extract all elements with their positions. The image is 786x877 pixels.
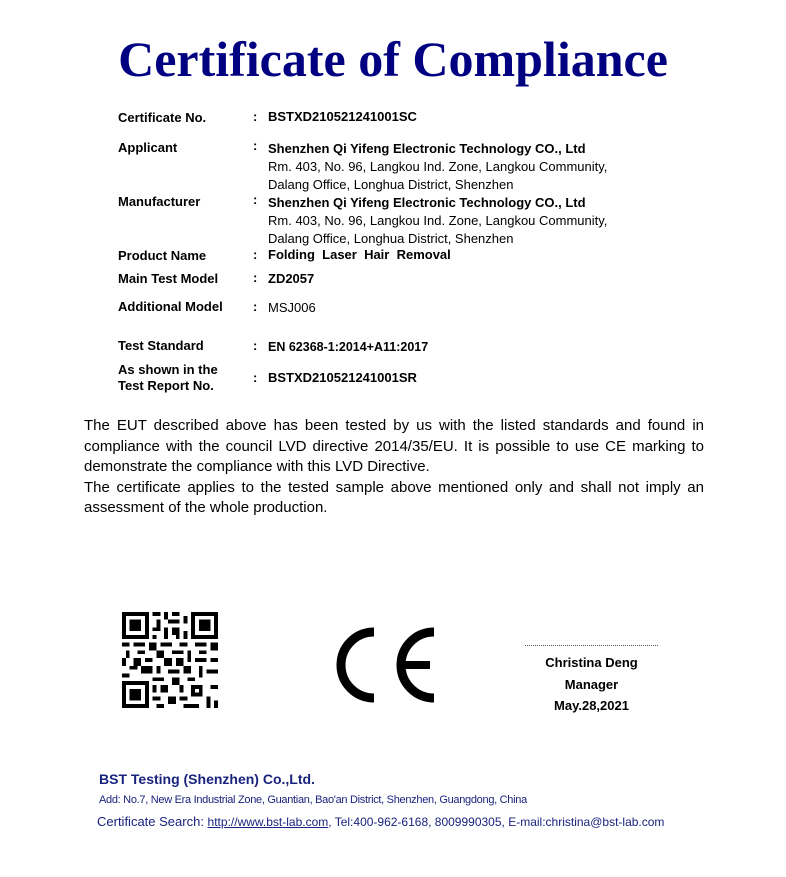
footer-search-line bbox=[97, 814, 664, 829]
qr-code-icon[interactable] bbox=[122, 612, 218, 708]
test-report-label-2: Test Report No. bbox=[118, 378, 214, 393]
main-test-model-label: Main Test Model bbox=[118, 271, 219, 286]
applicant-value bbox=[268, 140, 607, 194]
colon: : bbox=[253, 247, 258, 262]
manufacturer-value bbox=[268, 194, 607, 248]
statement-paragraph-2: The certificate applies to the tested sample above mentioned only and shall not imply an assessment of the whole production. bbox=[84, 478, 704, 516]
page-title: Certificate of Compliance bbox=[118, 31, 668, 87]
colon: : bbox=[253, 370, 258, 385]
applicant-name: Shenzhen Qi Yifeng Electronic Technology CO., Ltd bbox=[268, 141, 586, 156]
website-link[interactable]: http://www.bst-lab.com bbox=[207, 815, 329, 829]
manufacturer-name: Shenzhen Qi Yifeng Electronic Technology CO., Ltd bbox=[268, 195, 586, 210]
test-report-label-1: As shown in the bbox=[118, 362, 218, 377]
colon: : bbox=[253, 299, 258, 314]
colon: : bbox=[253, 138, 258, 153]
test-report-label bbox=[118, 362, 253, 394]
test-report-value: BSTXD210521241001SR bbox=[268, 370, 417, 385]
signature-line bbox=[525, 645, 658, 646]
footer-contact: , Tel:400-962-6168, 8009990305, E-mail:christina@bst-lab.com bbox=[328, 815, 665, 829]
colon: : bbox=[253, 109, 258, 124]
colon: : bbox=[253, 270, 258, 285]
compliance-statement bbox=[84, 416, 704, 519]
footer-company: BST Testing (Shenzhen) Co.,Ltd. bbox=[99, 771, 315, 787]
applicant-address-1: Rm. 403, No. 96, Langkou Ind. Zone, Langkou Community, bbox=[268, 159, 608, 174]
applicant-label: Applicant bbox=[118, 140, 178, 155]
statement-paragraph-1: The EUT described above has been tested by us with the listed standards and found in compliance with the council LVD directive 2014/35/EU. It is possible to use CE marking to demonstrate the compliance with this LVD Directive. bbox=[84, 417, 704, 475]
certificate-no-label: Certificate No. bbox=[118, 110, 207, 125]
main-test-model-value: ZD2057 bbox=[268, 271, 315, 286]
product-name-value: Folding Laser Hair Removal bbox=[268, 247, 451, 262]
certificate-search-label: Certificate Search: bbox=[97, 814, 208, 829]
additional-model-label: Additional Model bbox=[118, 299, 223, 314]
manufacturer-address-1: Rm. 403, No. 96, Langkou Ind. Zone, Langkou Community, bbox=[268, 213, 608, 228]
test-standard-value: EN 62368-1:2014+A11:2017 bbox=[268, 340, 429, 354]
applicant-address-2: Dalang Office, Longhua District, Shenzhen bbox=[268, 177, 514, 192]
colon: : bbox=[253, 338, 258, 353]
footer-address: Add: No.7, New Era Industrial Zone, Guantian, Bao'an District, Shenzhen, Guangdong, China bbox=[99, 794, 527, 806]
colon: : bbox=[253, 192, 258, 207]
signatory-position: Manager bbox=[564, 677, 619, 692]
test-standard-label: Test Standard bbox=[118, 338, 204, 353]
ce-mark-icon bbox=[328, 626, 438, 704]
additional-model-value: MSJ006 bbox=[268, 300, 316, 315]
signature-date: May.28,2021 bbox=[554, 698, 629, 713]
manufacturer-address-2: Dalang Office, Longhua District, Shenzhen bbox=[268, 231, 514, 246]
manufacturer-label: Manufacturer bbox=[118, 194, 201, 209]
certificate-no-value: BSTXD210521241001SC bbox=[268, 109, 417, 124]
product-name-label: Product Name bbox=[118, 248, 207, 263]
signatory-name: Christina Deng bbox=[545, 655, 638, 670]
